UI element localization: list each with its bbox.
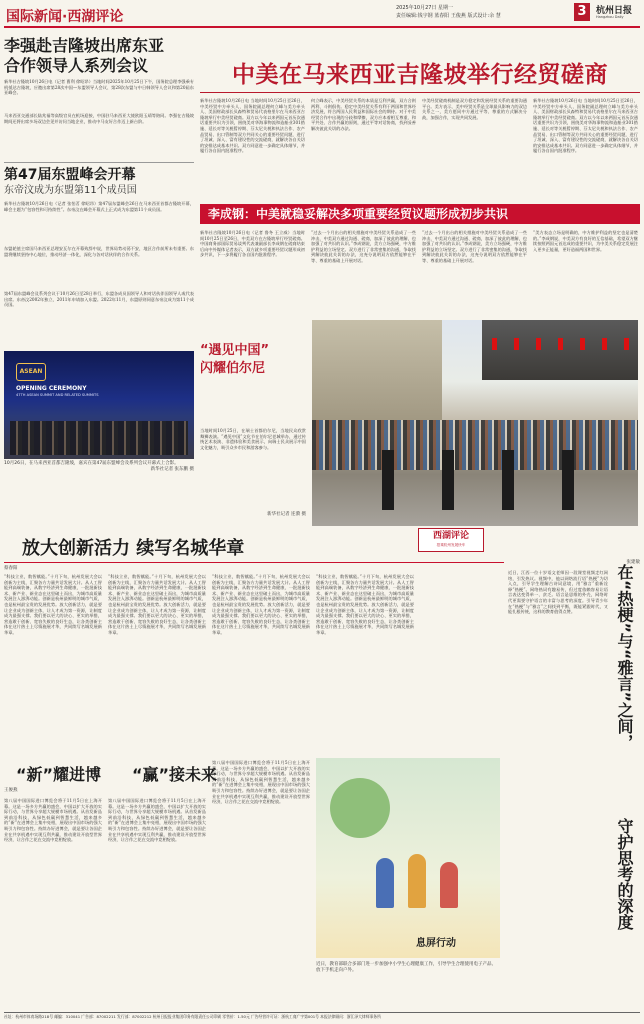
column3-col-1: 近日，江西一位十岁语文老师因一段课堂视频走红网络，引发热议。视频中，他以网络流行语“热梗”为切入点，引导学生理解古诗词意境，用“雅言”重新诠释“热梗”。网络热词有趣易传，但过度依赖容易让语言表达变得单一、贫乏。语言是思维的外壳，网络时代更需要守护语言的丰富与思考的深度。引导青少年在“热梗”与“雅言”之间找到平衡，既能紧跟时代，又能扎根传统，这样的教育值得点赞。 [508, 570, 608, 615]
column2-title-1: “新”耀进博 [16, 765, 102, 784]
editorial-col-3: “科技立业，数智赋能。”十月下旬，杭州发展大会以创新为主线，汇聚各方力量共话发展大计。从人工智能到高端装备，从数字经济到生命健康，一批批新技术、新产业、新业态在这里破土而出，为城市高质量发展注入澎湃动能。创新是杭州最鲜明的城市气质，也是杭州最宝贵的发展优势。放大创新活力，就是要让企业成为创新主体，让人才成为第一资源，让制度成为最强支撑。我们要以更大的决心、更实的举措，营造敢于创新、宽容失败的良好生态，让各类创新主体在这片热土上尽情施展才华，共同续写名城发展新华章。 [212, 574, 310, 635]
paper-logo: 杭州日报 [596, 6, 633, 16]
footer: 社址：杭州市体育场路218号 邮编：310041 广告部：87002211 发行部：87002212 杭州日报报业集团印务有限责任公司印刷 零售价：1.50元 广告经营许可证：浙杭工商广字第001号 本报法律顾问：浙江泽大律师事务所 [4, 1014, 381, 1019]
feature-title-2: 闪耀伯尔尼 [200, 361, 266, 376]
issue-date: 2025年10月27日 星期一 [396, 5, 454, 11]
asean-logo-icon: ASEAN [16, 363, 46, 381]
editorial-logo-text: 西湖评论 [432, 531, 469, 541]
feature-credit: 新华社记者 连漪 摄 [267, 512, 306, 517]
masthead [0, 0, 644, 34]
screen-title: OPENING CEREMONY [16, 385, 87, 392]
asean-title: 第47届东盟峰会开幕 [4, 167, 136, 183]
editorial-logo-sub: 搭乘杭州发展快车 [436, 543, 466, 547]
lead-para-2: 何立峰表示，中美经贸关系的本质是互利共赢，双方合则两利、斗则俱伤。稳定中美经贸关系有利于两国和世界经济发展，符合两国人民利益和国际社会的期待。对于中美经贸合作中出现的分歧和摩擦，双方应本着相互尊重、和平共处、合作共赢的原则，通过平等对话协商，找到妥善解决彼此关切的办法。 [311, 98, 416, 131]
tree-icon [330, 778, 390, 838]
performers [352, 450, 602, 510]
editor-line: 责任编辑:钱宇钢 蓝春阳 王俊燕 版式设计:余 慧 [396, 13, 501, 19]
sub-lead-para-1: 新华社吉隆坡10月26日电（记者 鲁冬 王立威）当地时间10月25日至26日，中美双方在吉隆坡举行经贸磋商。中国商务部国际贸易谈判代表兼副部长李成钢在磋商结束后向中外媒体记者表示，双方就多项重要经贸议题形成初步共识，下一步将履行各自国内批准程序。 [200, 230, 305, 258]
lead-rule [200, 92, 640, 93]
screen-subtitle: 47TH ASEAN SUMMIT AND RELATED SUMMITS [16, 393, 99, 397]
editorial-col-2: “科技立业，数智赋能。”十月下旬，杭州发展大会以创新为主线，汇聚各方力量共话发展大计。从人工智能到高端装备，从数字经济到生命健康，一批批新技术、新产业、新业态在这里破土而出，为城市高质量发展注入澎湃动能。创新是杭州最鲜明的城市气质，也是杭州最宝贵的发展优势。放大创新活力，就是要让企业成为创新主体，让人才成为第一资源，让制度成为最强支撑。我们要以更大的决心、更实的举措，营造敢于创新、宽容失败的良好生态，让各类创新主体在这片热土上尽情施展才华，共同续写名城发展新华章。 [108, 574, 206, 635]
li-qiang-para-1: 新华社吉隆坡10月26日电（记者 曹利 徐昭昂）当地时间2025年10月25日下午，国务院总理李强乘专机抵达吉隆坡，应邀出席第28次中国—东盟领导人会议、第28次东盟与中日韩领导人会议和第20届东亚峰会。 [4, 79, 194, 96]
lanterns [492, 338, 632, 350]
editorial-title: 放大创新活力 续写名城华章 [22, 538, 245, 559]
li-qiang-para-2: 马来西亚交通部长陆兆福等高级官员在机场迎接，中国驻马来西亚大使欧阳玉靖等陪同。李强在吉隆坡期间还将出席多场双边会见并访问当地企业，推动中马友好合作迈上新台阶。 [4, 113, 194, 124]
sub-lead-para-3: “过去一个月出台的相关措施对中美经贸关系造成了一些冲击，中美双方通过沟通、磋商，加深了彼此的理解，也加强了对共识的认识。”李成钢说，美方立场强硬，中方维护利益的立场坚定。双方进行了非常密集的沟通，争取找到解决彼此关切的办法，这充分说明双方依然能够在平等、尊重的基础上开展对话。 [422, 230, 527, 263]
page-number: 3 [574, 3, 590, 21]
sub-lead-para-4: “美方表态立场是明确的，中方维护利益的坚定也是清楚的。”李成钢说，中美双方有良好的互信基础，希望双方继续按照两国元首达成的重要共识，为中美关系稳定发展注入更多正能量，更好造福两国和世界。 [533, 230, 638, 252]
building-right [482, 320, 638, 380]
leaders-row [10, 421, 188, 455]
column3-box [508, 560, 640, 1010]
lead-para-1: 新华社吉隆坡10月26日电 当地时间10月25日至26日，中美经贸中方牵头人、国务院副总理何立峰与美方牵头人、美国财政部长贝森特和贸易代表格里尔在马来西亚吉隆坡举行中美经贸磋商。双方以今年以来两国元首历次通话重要共识为引领，围绕美对华海事物流和造船业301措施、延长对等关税暂停期、芬太尼关税和执法合作、农产品贸易、出口管制等双方共同关心的重要经贸问题，进行了坦诚、深入、富有建设性的交流磋商，就解决各自关切的安排达成基本共识。双方同意进一步确定具体细节，并履行各自国内批准程序。 [200, 98, 305, 154]
lead-para-4: 新华社吉隆坡10月26日电 当地时间10月25日至26日，中美经贸中方牵头人、国务院副总理何立峰与美方牵头人、美国财政部长贝森特和贸易代表格里尔在马来西亚吉隆坡举行中美经贸磋商。双方以今年以来两国元首历次通话重要共识为引领，围绕美对华海事物流和造船业301措施、延长对等关税暂停期、芬太尼关税和执法合作、农产品贸易、出口管制等双方共同关心的重要经贸问题，进行了坦诚、深入、富有建设性的交流磋商，就解决各自关切的安排达成基本共识。双方同意进一步确定具体细节，并履行各自国内批准程序。 [533, 98, 638, 154]
li-qiang-title-1: 李强赴吉隆坡出席东亚 [4, 36, 165, 55]
sub-lead-para-2: “过去一个月出台的相关措施对中美经贸关系造成了一些冲击，中美双方通过沟通、磋商，加深了彼此的理解，也加强了对共识的认识。”李成钢说，美方立场强硬，中方维护利益的立场坚定。双方进行了非常密集的沟通，争取找到解决彼此关切的办法，这充分说明双方依然能够在平等、尊重的基础上开展对话。 [311, 230, 416, 263]
column3-title-1: 在“热梗”与“雅言”之间， [615, 564, 634, 751]
editorial-rule [4, 562, 504, 563]
section-title: 国际新闻·西湖评论 [6, 9, 124, 25]
lead-para-3: 中美经贸磋商机制是双方稳定和发展经贸关系的重要沟通平台。美方表示，美中经贸关系是全球最具影响力的双边关系之一，美方愿同中方通过平等、尊重的方式解决分歧，加强合作，实现共同发展。 [422, 98, 527, 120]
asean-para-1: 新华社吉隆坡10月26日电（记者 张怡茗 徐昭昂）第47届东盟峰会26日在马来西亚首都吉隆坡开幕，峰会主题为“包容性和可持续性”。东帝汶在峰会开幕式上正式成为东盟第11个成员国。 [4, 201, 194, 212]
feature-title-1: “遇见中国” [200, 343, 270, 358]
kid-3 [440, 862, 458, 908]
feature-photo [312, 320, 638, 526]
column2-author: 王俊燕 [4, 788, 18, 793]
editorial-author: 蔡春阳 [4, 566, 18, 571]
kid-1 [376, 858, 394, 908]
building-left [312, 320, 442, 430]
asean-para-3: 第47届东盟峰会及系列会议于10月26日至28日举行，东盟各成员国领导人和对话伙伴国领导人或代表出席。东帝汶2002年独立，2011年申请加入东盟。2022年11月，东盟原则同意东帝汶成为第11个成员国。 [4, 291, 194, 308]
masthead-rule [4, 26, 640, 28]
column2-col-1: 第八届中国国际进口博览会将于11月5日在上海开幕。这是一场多方共赢的盛会，中国以扩大开放的实际行动，与世界分享超大规模市场机遇。从首发新品到前沿科技，从绿色低碳到智慧生活，越来越多的“新”在进博会上集中亮相，展现出中国市场的强大吸引力和包容性。持续办好进博会，就是要让各国企业在共享机遇中实现互利共赢，推动建设开放型世界经济，让合作之花在交流中竞相绽放。 [4, 798, 102, 843]
column2-col-2: 第八届中国国际进口博览会将于11月5日在上海开幕。这是一场多方共赢的盛会，中国以扩大开放的实际行动，与世界分享超大规模市场机遇。从首发新品到前沿科技，从绿色低碳到智慧生活，越来越多的“新”在进博会上集中亮相，展现出中国市场的强大吸引力和包容性。持续办好进博会，就是要让各国企业在共享机遇中实现互利共赢，推动建设开放型世界经济，让合作之花在交流中竞相绽放。 [108, 798, 206, 843]
illustration-caption: 近日，教育部联合多部门进一步加强中小学生心理健康工作，引导学生合理使用电子产品、放下手机走向户外。 [316, 962, 496, 973]
lead-title: 中美在马来西亚吉隆坡举行经贸磋商 [232, 62, 608, 88]
editorial-logo [418, 528, 484, 552]
editorial-col-1: “科技立业，数智赋能。”十月下旬，杭州发展大会以创新为主线，汇聚各方力量共话发展大计。从人工智能到高端装备，从数字经济到生命健康，一批批新技术、新产业、新业态在这里破土而出，为城市高质量发展注入澎湃动能。创新是杭州最鲜明的城市气质，也是杭州最宝贵的发展优势。放大创新活力，就是要让企业成为创新主体，让人才成为第一资源，让制度成为最强支撑。我们要以更大的决心、更实的举措，营造敢于创新、宽容失败的良好生态，让各类创新主体在这片热土上尽情施展才华，共同续写名城发展新华章。 [4, 574, 102, 635]
column3-author: 张建敏 [626, 560, 640, 565]
divider [4, 162, 194, 163]
illustration-label: 息屏行动 [416, 938, 456, 949]
editorial-col-4: “科技立业，数智赋能。”十月下旬，杭州发展大会以创新为主线，汇聚各方力量共话发展大计。从人工智能到高端装备，从数字经济到生命健康，一批批新技术、新产业、新业态在这里破土而出，为城市高质量发展注入澎湃动能。创新是杭州最鲜明的城市气质，也是杭州最宝贵的发展优势。放大创新活力，就是要让企业成为创新主体，让人才成为第一资源，让制度成为最强支撑。我们要以更大的决心、更实的举措，营造敢于创新、宽容失败的良好生态，让各类创新主体在这片热土上尽情施展才华，共同续写名城发展新华章。 [316, 574, 414, 635]
sub-lead-title: 李成钢：中美就稳妥解决多项重要经贸议题形成初步共识 [200, 204, 640, 224]
asean-subtitle: 东帝汶成为东盟第11个成员国 [4, 185, 137, 196]
asean-photo [4, 351, 194, 459]
kid-2 [408, 854, 426, 908]
asean-photo-credit: 新华社记者 张东鹏 摄 [150, 466, 194, 472]
paper-logo-en: Hangzhou Daily [596, 15, 624, 19]
article-asean-summit [4, 166, 194, 542]
asean-para-2: 东盟轮值主席国马来西亚总理安瓦尔在开幕致辞中说，世界局势动荡不安，地区合作前所未有重要。东盟将继续坚持中心地位，推动经济一体化，深化与各对话伙伴的合作关系。 [4, 246, 194, 257]
article-li-qiang [4, 36, 194, 161]
footer-rule [4, 1012, 640, 1013]
feature-body: 当地时间10月25日，在瑞士首都伯尔尼，当地民众欣赏舞狮表演。“遇见中国”文化节在伯尔尼老城举办，通过传统艺术表演、非遗体验和美食展示，向瑞士民众展示中国文化魅力，吸引众多市民和游客参与。 [200, 428, 306, 450]
feature-bern [200, 322, 306, 562]
asean-photo-caption: 10月26日，在马来西亚首都吉隆坡，嘉宾在第47届东盟峰会及系列会议开幕式上合影。 [4, 461, 179, 466]
illustration [316, 758, 500, 958]
column3-title-2: 守护思考的深度 [615, 818, 634, 930]
column2-col-3: 第八届中国国际进口博览会将于11月5日在上海开幕。这是一场多方共赢的盛会，中国以扩大开放的实际行动，与世界分享超大规模市场机遇。从首发新品到前沿科技，从绿色低碳到智慧生活，越来越多的“新”在进博会上集中亮相，展现出中国市场的强大吸引力和包容性。持续办好进博会，就是要让各国企业在共享机遇中实现互利共赢，推动建设开放型世界经济，让合作之花在交流中竞相绽放。 [212, 760, 310, 805]
column2-title-2: “赢”接未来 [132, 765, 218, 784]
li-qiang-title-2: 合作领导人系列会议 [4, 56, 149, 75]
